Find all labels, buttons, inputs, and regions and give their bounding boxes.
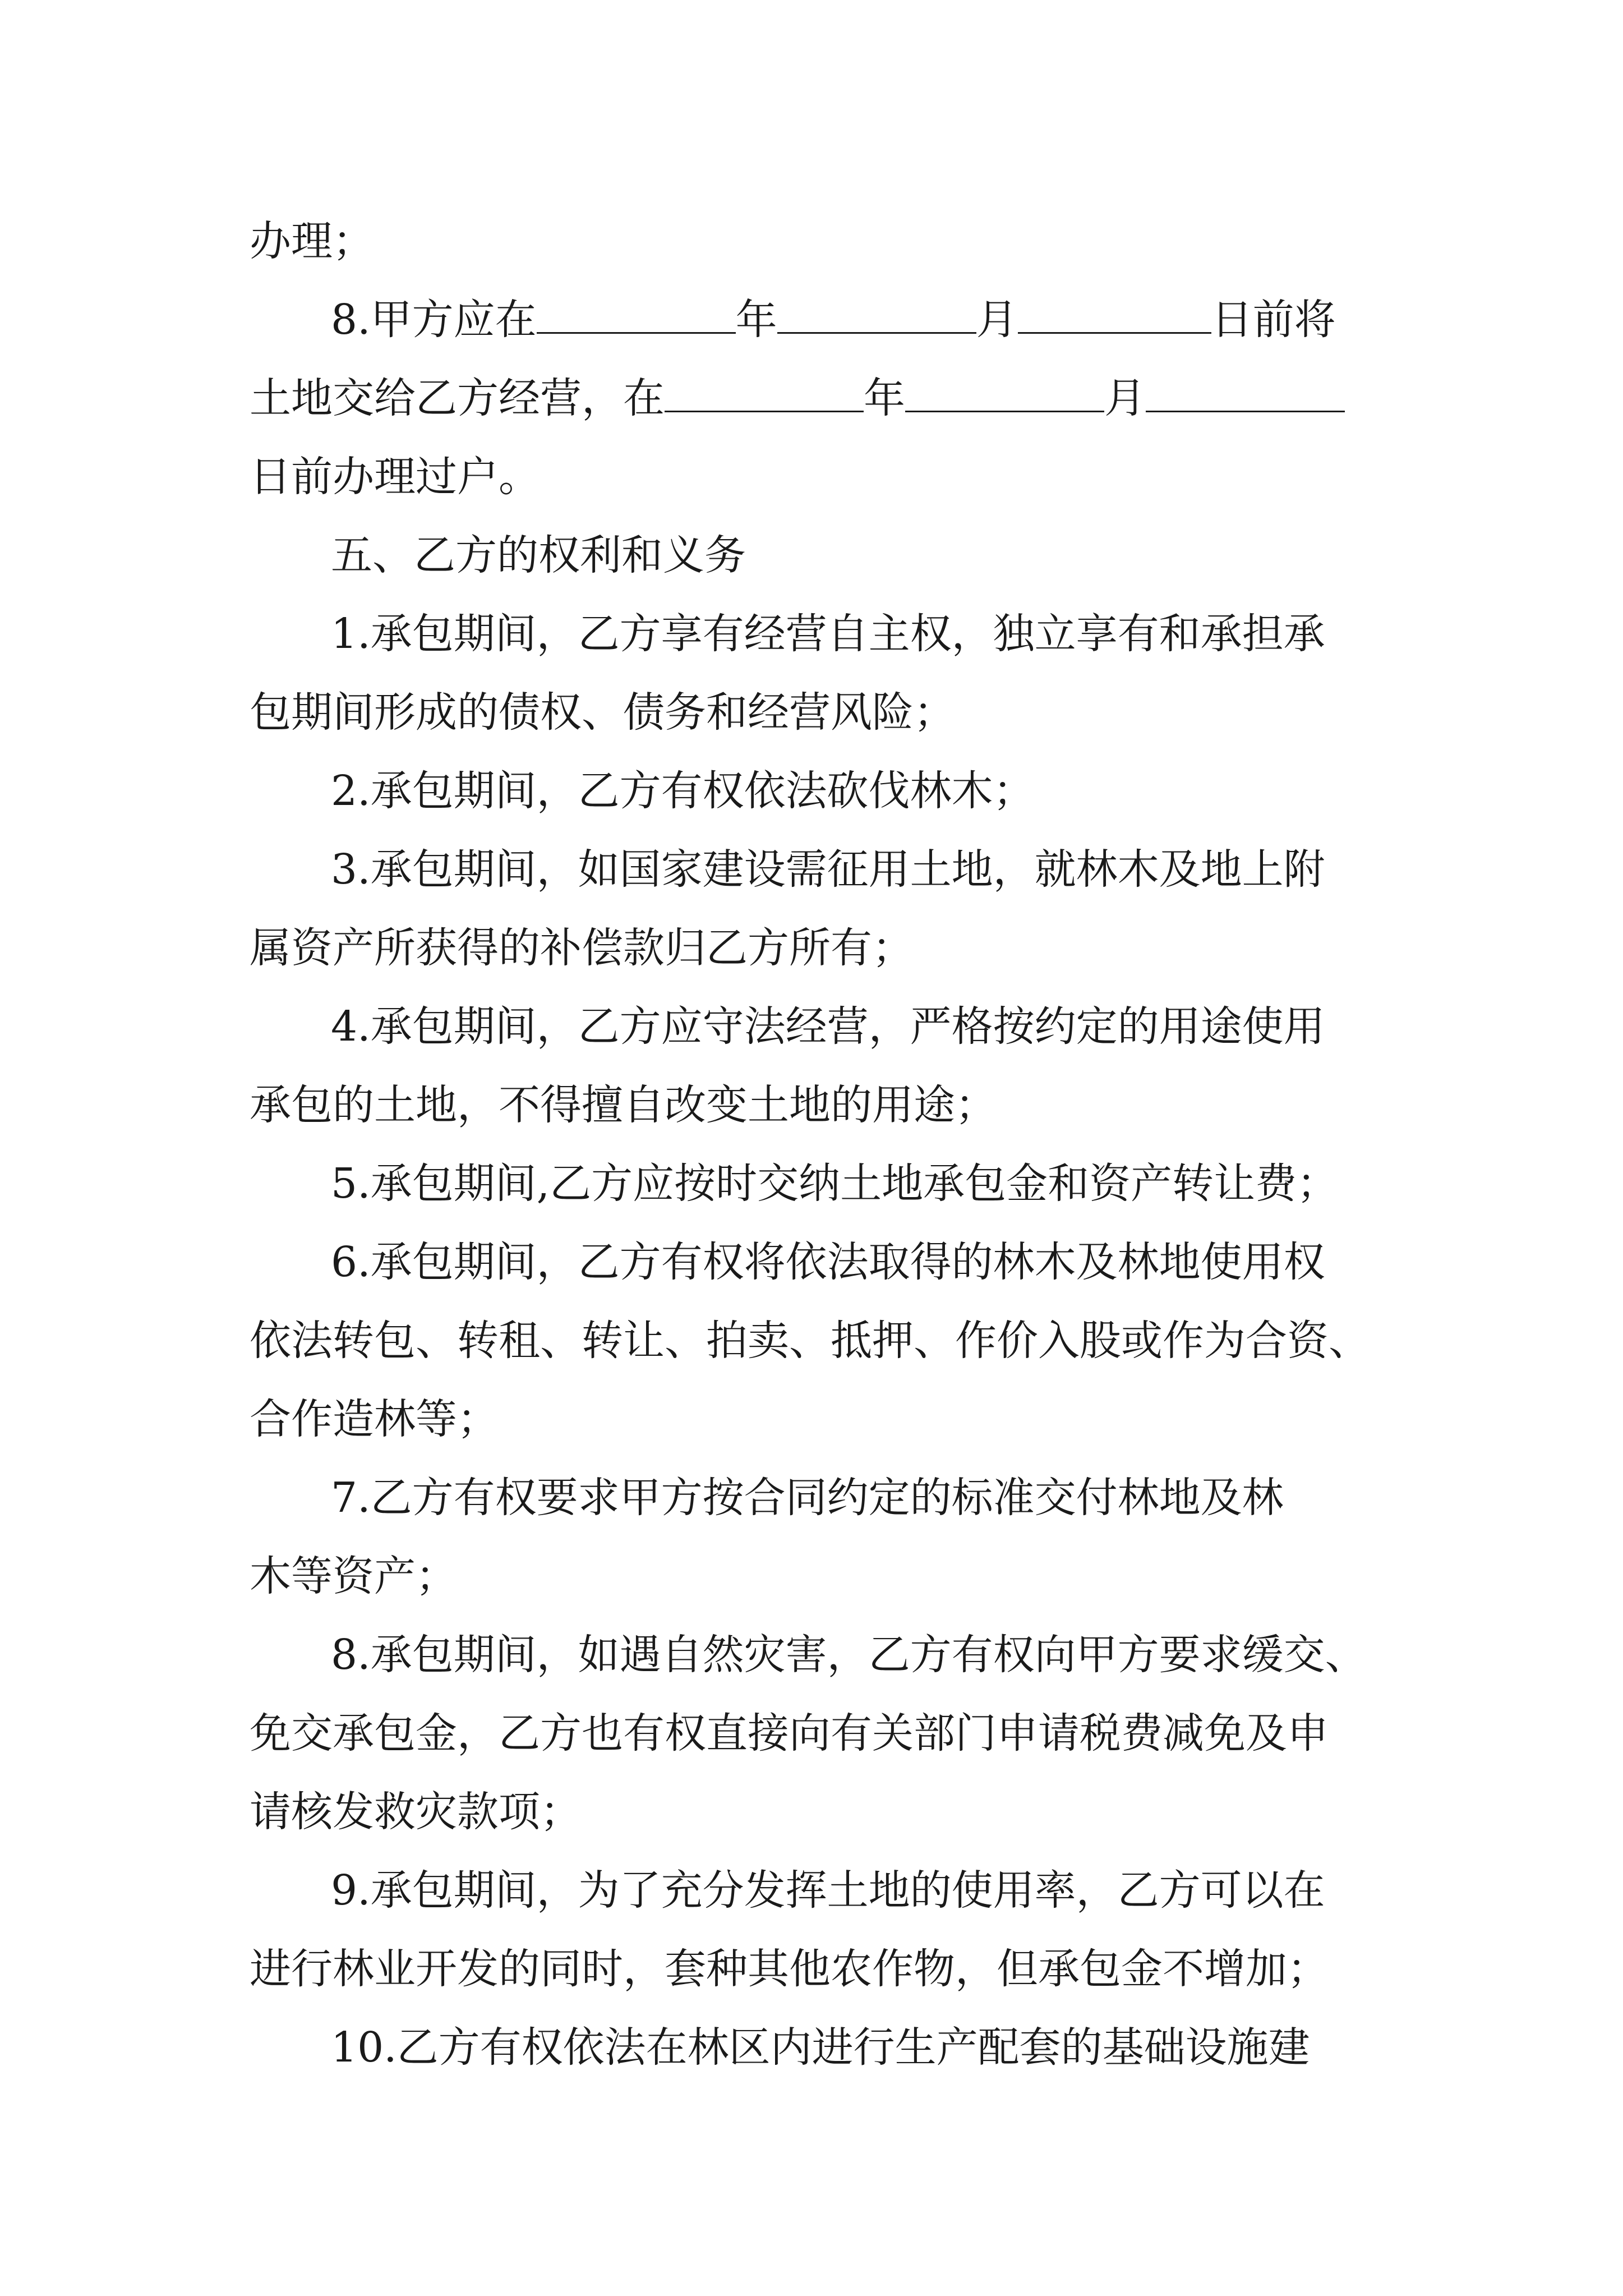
- text-line: 2.承包期间，乙方有权依法砍伐林木；: [331, 767, 1035, 815]
- text-line: 木等资产；: [250, 1552, 457, 1600]
- blank-month: [777, 294, 976, 334]
- clause-8-line-2: [250, 365, 1345, 432]
- text-segment: 8.甲方应在: [331, 296, 537, 344]
- text-line: 日前办理过户。: [250, 453, 540, 501]
- text-segment: 月: [976, 296, 1018, 344]
- text-line: 9.承包期间，为了充分发挥土地的使用率，乙方可以在: [331, 1866, 1325, 1915]
- text-line: 合作造林等；: [250, 1395, 499, 1443]
- text-line: 包期间形成的债权、债务和经营风险；: [250, 688, 955, 737]
- text-line: 1.承包期间，乙方享有经营自主权，独立享有和承担承: [331, 610, 1325, 658]
- text-line: 8.承包期间，如遇自然灾害，乙方有权向甲方要求缓交、: [331, 1631, 1367, 1679]
- text-line: 属资产所获得的补偿款归乙方所有；: [250, 924, 914, 972]
- text-line: 承包的土地，不得擅自改变土地的用途；: [250, 1081, 997, 1129]
- blank-day: [1146, 372, 1345, 412]
- text-segment: 年: [864, 374, 905, 422]
- text-segment: 年: [735, 296, 777, 344]
- text-line: 5.承包期间,乙方应按时交纳土地承包金和资产转让费；: [331, 1159, 1339, 1208]
- text-line: 10.乙方有权依法在林区内进行生产配套的基础设施建: [331, 2023, 1310, 2072]
- blank-day: [1018, 294, 1211, 334]
- text-line: 办理；: [250, 217, 374, 265]
- text-line: 7.乙方有权要求甲方按合同约定的标准交付林地及林: [331, 1474, 1284, 1522]
- section-heading: 五、乙方的权利和义务: [331, 531, 746, 579]
- text-line: 依法转包、转租、转让、拍卖、抵押、作价入股或作为合资、: [250, 1317, 1370, 1365]
- blank-year: [665, 372, 864, 412]
- text-line: 免交承包金，乙方也有权直接向有关部门申请税费减免及申: [250, 1709, 1329, 1757]
- blank-year: [537, 294, 736, 334]
- clause-8-line-1: [331, 286, 1336, 353]
- text-segment: 月: [1104, 374, 1146, 422]
- text-line: 4.承包期间，乙方应守法经营，严格按约定的用途使用: [331, 1002, 1325, 1051]
- text-line: 进行林业开发的同时，套种其他农作物，但承包金不增加；: [250, 1945, 1329, 1993]
- text-line: 3.承包期间，如国家建设需征用土地，就林木及地上附: [331, 845, 1325, 894]
- text-segment: 日前将: [1211, 296, 1336, 344]
- text-segment: 土地交给乙方经营，在: [250, 374, 665, 422]
- text-line: 6.承包期间，乙方有权将依法取得的林木及林地使用权: [331, 1238, 1325, 1286]
- blank-month: [905, 372, 1104, 412]
- text-line: 请核发救灾款项；: [250, 1788, 582, 1836]
